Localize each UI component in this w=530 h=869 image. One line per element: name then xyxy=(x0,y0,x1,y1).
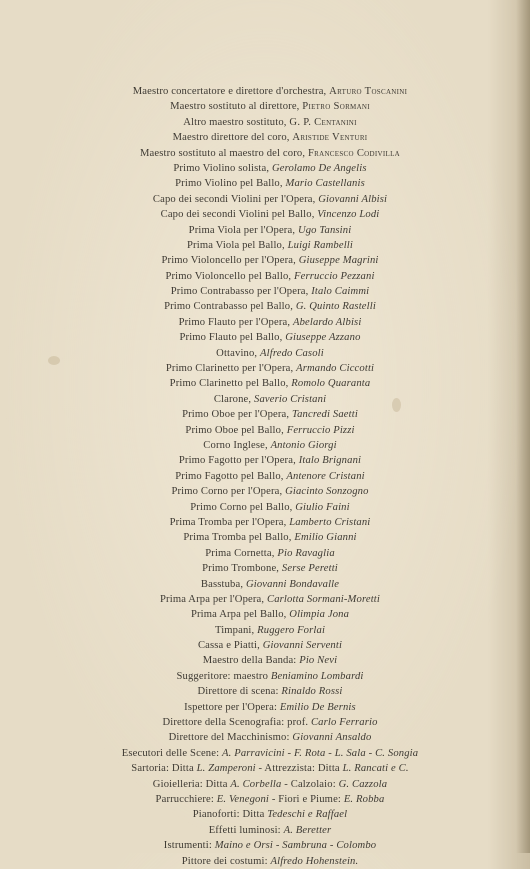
credit-line xyxy=(0,330,530,345)
credit-name: Mario Castellanis xyxy=(285,178,365,190)
credit-role: Primo Clarinetto pel Ballo, xyxy=(169,378,292,390)
credit-name: G. Cazzola xyxy=(338,778,388,790)
credit-role: Primo Flauto pel Ballo, xyxy=(179,332,286,344)
credit-name: E. Robba xyxy=(343,793,385,805)
credit-line xyxy=(0,653,530,668)
credit-name: G. Quinto Rastelli xyxy=(295,301,376,313)
credit-name: Olimpia Jona xyxy=(289,609,350,621)
credit-role: Primo Trombone, xyxy=(202,563,282,575)
credit-role: Maestro sostituto al direttore, xyxy=(170,101,303,113)
credit-name: Giulio Faini xyxy=(295,501,350,513)
credit-line xyxy=(0,823,530,838)
credit-role: Ottavino, xyxy=(216,347,261,359)
credit-line xyxy=(0,854,530,869)
credit-name: Italo Brignani xyxy=(298,455,362,467)
credit-name: Giuseppe Azzano xyxy=(285,332,361,344)
credit-name: Tedeschi e Raffael xyxy=(267,809,348,821)
credit-role: Primo Clarinetto per l'Opera, xyxy=(165,363,297,375)
credit-name: Arturo Toscanini xyxy=(329,86,408,97)
credit-line xyxy=(0,238,530,253)
credit-line xyxy=(0,423,530,438)
credit-line xyxy=(0,623,530,638)
credit-line xyxy=(0,607,530,622)
credit-line xyxy=(0,777,530,792)
credit-name: A. Parravicini - F. Rota - L. Sala - C. Songia xyxy=(222,747,419,759)
credit-role: Basstuba, xyxy=(200,578,246,590)
credit-line xyxy=(0,130,530,145)
credit-name: A. Beretter xyxy=(283,824,332,836)
credit-line xyxy=(0,546,530,561)
credit-line xyxy=(0,469,530,484)
credit-role: Corno Inglese, xyxy=(203,439,271,451)
credit-line xyxy=(0,315,530,330)
credit-name: Serse Peretti xyxy=(281,563,338,575)
credit-name: Antenore Cristani xyxy=(286,470,365,482)
credit-name: Saverio Cristani xyxy=(254,393,327,405)
credit-line xyxy=(0,638,530,653)
credit-role: Primo Violoncello per l'Opera, xyxy=(161,255,299,267)
credits-list xyxy=(0,84,530,869)
credit-name: Ugo Tansini xyxy=(297,224,352,236)
credit-role: Prima Arpa per l'Opera, xyxy=(160,593,267,605)
credit-role: Prima Viola pel Ballo, xyxy=(187,239,288,251)
credit-line xyxy=(0,700,530,715)
credit-name: Pietro Sormani xyxy=(302,101,370,113)
credit-role: Prima Tromba pel Ballo, xyxy=(183,532,295,544)
credit-role: Primo Corno per l'Opera, xyxy=(171,486,286,498)
credit-name: Giuseppe Magrini xyxy=(298,255,379,267)
credit-line xyxy=(0,361,530,376)
credit-name: Armando Ciccotti xyxy=(296,363,375,375)
credit-role: Prima Tromba per l'Opera, xyxy=(169,516,290,528)
credit-role: Maestro sostituto al maestro del coro, xyxy=(139,147,308,159)
credit-name: Alfredo Casoli xyxy=(260,347,324,359)
credit-role: Cassa e Piatti, xyxy=(197,640,263,652)
credit-line xyxy=(0,761,530,776)
credit-line xyxy=(0,146,530,161)
credit-role: Capo dei secondi Violini pel Ballo, xyxy=(160,209,318,221)
credit-line xyxy=(0,684,530,699)
credit-line xyxy=(0,284,530,299)
credit-line xyxy=(0,223,530,238)
credit-name: Giovanni Bondavalle xyxy=(245,578,340,590)
credit-name: G. P. Centanini xyxy=(289,116,357,128)
credit-name: A. Corbella xyxy=(230,778,282,790)
credit-line xyxy=(0,792,530,807)
credit-name: Pio Ravaglia xyxy=(277,547,335,559)
credit-role: Gioielleria: Ditta xyxy=(152,778,231,790)
credit-role: Maestro concertatore e direttore d'orchestra, xyxy=(132,86,330,97)
credit-name: Aristide Venturi xyxy=(292,132,368,144)
credit-name: Emilio De Bernis xyxy=(279,701,356,713)
credit-role: Istrumenti: xyxy=(163,840,215,852)
credit-line xyxy=(0,392,530,407)
credit-name: Maino e Orsi - Sambruna - Colombo xyxy=(214,840,377,852)
credit-line xyxy=(0,438,530,453)
credit-line xyxy=(0,746,530,761)
credit-line xyxy=(0,207,530,222)
credit-role: Pittore dei costumi: xyxy=(181,855,271,867)
credit-name: Abelardo Albisi xyxy=(292,316,362,328)
credit-name: Rinaldo Rossi xyxy=(281,686,343,698)
credit-line xyxy=(0,715,530,730)
credit-role: Maestro direttore del coro, xyxy=(172,132,293,144)
credit-line xyxy=(0,592,530,607)
credit-role: Primo Corno pel Ballo, xyxy=(190,501,296,513)
credit-name: Carlo Ferrario xyxy=(310,717,378,729)
credit-role: Parrucchiere: xyxy=(155,793,217,805)
credit-line xyxy=(0,99,530,114)
credit-role: Clarone, xyxy=(213,393,255,405)
credit-name: Tancredi Saetti xyxy=(292,409,358,421)
credit-role: Primo Violoncello pel Ballo, xyxy=(165,270,295,282)
credit-line xyxy=(0,346,530,361)
credit-role: Prima Viola per l'Opera, xyxy=(188,224,298,236)
credit-role: Altro maestro sostituto, xyxy=(183,116,290,128)
credit-name: Pio Nevi xyxy=(299,655,338,667)
credit-role: Primo Fagotto pel Ballo, xyxy=(175,470,287,482)
credit-role: Primo Violino solista, xyxy=(173,162,272,174)
credit-role: Primo Oboe pel Ballo, xyxy=(185,424,287,436)
credit-role: Maestro della Banda: xyxy=(202,655,300,667)
credit-role: Primo Flauto per l'Opera, xyxy=(178,316,293,328)
credit-role: Ispettore per l'Opera: xyxy=(184,701,280,713)
credit-line xyxy=(0,253,530,268)
credit-line xyxy=(0,269,530,284)
credit-name: Ferruccio Pezzani xyxy=(294,270,375,282)
credit-role: - Calzolaio: xyxy=(281,778,339,790)
page-edge xyxy=(516,0,530,853)
credit-line xyxy=(0,453,530,468)
credit-role: Primo Oboe per l'Opera, xyxy=(182,409,293,421)
credit-name: Emilio Gianni xyxy=(294,532,357,544)
credit-name: Antonio Giorgi xyxy=(270,439,337,451)
credit-role: Pianoforti: Ditta xyxy=(192,809,268,821)
credit-line xyxy=(0,807,530,822)
credit-line xyxy=(0,84,530,99)
credit-role: Capo dei secondi Violini per l'Opera, xyxy=(152,193,319,205)
credit-name: L. Rancati e C. xyxy=(342,763,409,775)
credit-line xyxy=(0,484,530,499)
credit-role: Esecutori delle Scene: xyxy=(121,747,222,759)
credit-role: Suggeritore: maestro xyxy=(176,670,271,682)
credit-name: Carlotta Sormani-Moretti xyxy=(267,593,380,605)
credit-name: Romolo Quaranta xyxy=(291,378,371,390)
credit-name: Beniamino Lombardi xyxy=(270,670,364,682)
credit-role: Effetti luminosi: xyxy=(208,824,284,836)
credit-line xyxy=(0,561,530,576)
credit-name: Giovanni Albisi xyxy=(318,193,388,205)
credit-role: - Attrezzista: Ditta xyxy=(255,763,343,775)
credit-name: Alfredo Hohenstein. xyxy=(270,855,359,867)
credit-role: Primo Violino pel Ballo, xyxy=(175,178,286,190)
credit-role: - Fiori e Piume: xyxy=(269,793,344,805)
credit-name: Ferruccio Pizzi xyxy=(286,424,355,436)
credit-line xyxy=(0,176,530,191)
credit-line xyxy=(0,577,530,592)
credit-line xyxy=(0,730,530,745)
credit-name: Ruggero Forlai xyxy=(257,624,326,636)
credit-name: Giovanni Serventi xyxy=(262,640,343,652)
credit-role: Direttore del Macchinismo: xyxy=(168,732,293,744)
credit-role: Primo Contrabasso per l'Opera, xyxy=(170,286,312,298)
credit-role: Direttore della Scenografia: prof. xyxy=(162,717,311,729)
credit-role: Prima Cornetta, xyxy=(205,547,278,559)
credit-line xyxy=(0,299,530,314)
credit-line xyxy=(0,161,530,176)
credit-name: Francesco Codivilla xyxy=(307,147,401,159)
credit-name: Gerolamo De Angelis xyxy=(271,162,367,174)
credit-role: Primo Contrabasso pel Ballo, xyxy=(164,301,296,313)
credit-line xyxy=(0,838,530,853)
credit-line xyxy=(0,192,530,207)
credit-line xyxy=(0,530,530,545)
credit-name: Italo Caimmi xyxy=(311,286,370,298)
credit-name: E. Venegoni xyxy=(216,793,270,805)
credit-line xyxy=(0,669,530,684)
credit-line xyxy=(0,376,530,391)
credit-role: Direttore di scena: xyxy=(197,686,282,698)
credit-role: Prima Arpa pel Ballo, xyxy=(190,609,290,621)
credit-role: Primo Fagotto per l'Opera, xyxy=(178,455,299,467)
credit-line xyxy=(0,500,530,515)
credit-line xyxy=(0,407,530,422)
credit-line xyxy=(0,115,530,130)
credit-role: Sartoria: Ditta xyxy=(131,763,197,775)
credit-role: Timpani, xyxy=(214,624,258,636)
credit-name: Vincenzo Lodi xyxy=(317,209,380,221)
credit-name: Luigi Rambelli xyxy=(287,239,353,251)
credit-name: Giovanni Ansaldo xyxy=(292,732,372,744)
credit-name: L. Zamperoni xyxy=(196,763,256,775)
credit-name: Giacinto Sonzogno xyxy=(285,486,369,498)
credit-line xyxy=(0,515,530,530)
credit-name: Lamberto Cristani xyxy=(289,516,371,528)
